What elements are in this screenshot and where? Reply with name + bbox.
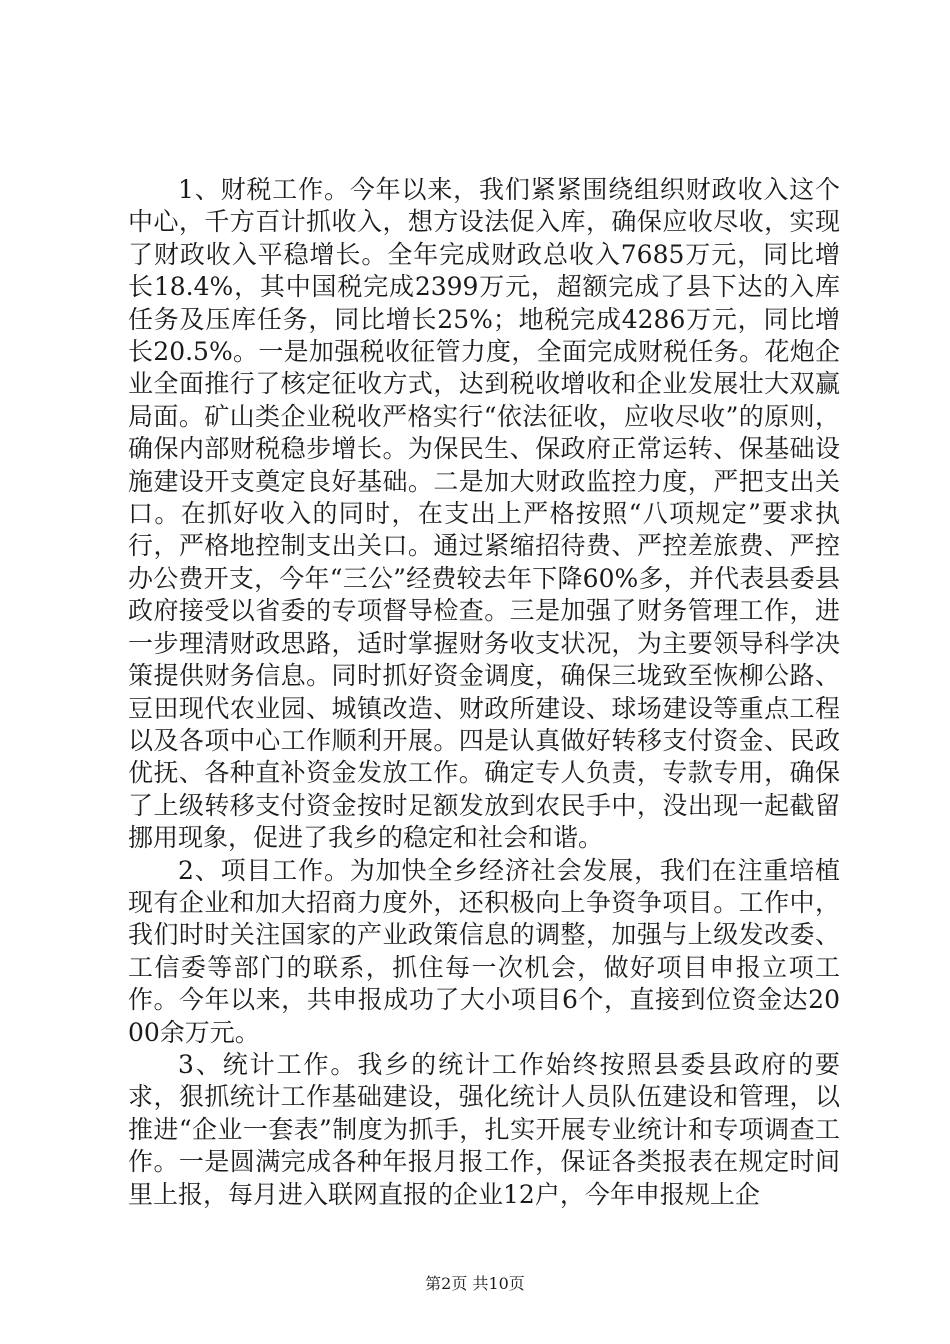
paragraph-statistics-work: 3、统计工作。我乡的统计工作始终按照县委县政府的要求，狠抓统计工作基础建设，强化统计人员队伍建设和管理，以推进“企业一套表”制度为抓手，扎实开展专业统计和专项调查工作。一是圆满完成各种年报月报工作，保证各类报表在规定时间里上报，每月进入联网直报的企业12户，今年申报规上企: [128, 1049, 840, 1209]
page-footer: 第2页 共10页: [425, 1274, 525, 1293]
paragraph-fiscal-tax-work: 1、财税工作。今年以来，我们紧紧围绕组织财政收入这个中心，千方百计抓收入，想方设法促入库，确保应收尽收，实现了财政收入平稳增长。全年完成财政总收入7685万元，同比增长18.4%，其中国税完成2399万元，超额完成了县下达的入库任务及压库任务，同比增长25%；地税完成4286万元，同比增长20.5%。一是加强税收征管力度，全面完成财税任务。花炮企业全面推行了核定征收方式，达到税收增收和企业发展壮大双赢局面。矿山类企业税收严格实行“依法征收，应收尽收”的原则，确保内部财税稳步增长。为保民生、保政府正常运转、保基础设施建设开支奠定良好基础。二是加大财政监控力度，严把支出关口。在抓好收入的同时，在支出上严格按照“八项规定”要求执行，严格地控制支出关口。通过紧缩招待费、严控差旅费、严控办公费开支，今年“三公”经费较去年下降60%多，并代表县委县政府接受以省委的专项督导检查。三是加强了财务管理工作，进一步理清财政思路，适时掌握财务收支状况，为主要领导科学决策提供财务信息。同时抓好资金调度，确保三垅致至恢柳公路、豆田现代农业园、城镇改造、财政所建设、球场建设等重点工程以及各项中心工作顺利开展。四是认真做好转移支付资金、民政优抚、各种直补资金发放工作。确定专人负责，专款专用，确保了上级转移支付资金按时足额发放到农民手中，没出现一起截留挪用现象，促进了我乡的稳定和社会和谐。: [128, 175, 840, 853]
document-body: [128, 174, 840, 1211]
paragraph-project-work: 2、项目工作。为加快全乡经济社会发展，我们在注重培植现有企业和加大招商力度外，还积极向上争资争项目。工作中，我们时时关注国家的产业政策信息的调整，加强与上级发改委、工信委等部门的联系，抓住每一次机会，做好项目申报立项工作。今年以来，共申报成功了大小项目6个，直接到位资金达2000余万元。: [128, 855, 840, 1047]
